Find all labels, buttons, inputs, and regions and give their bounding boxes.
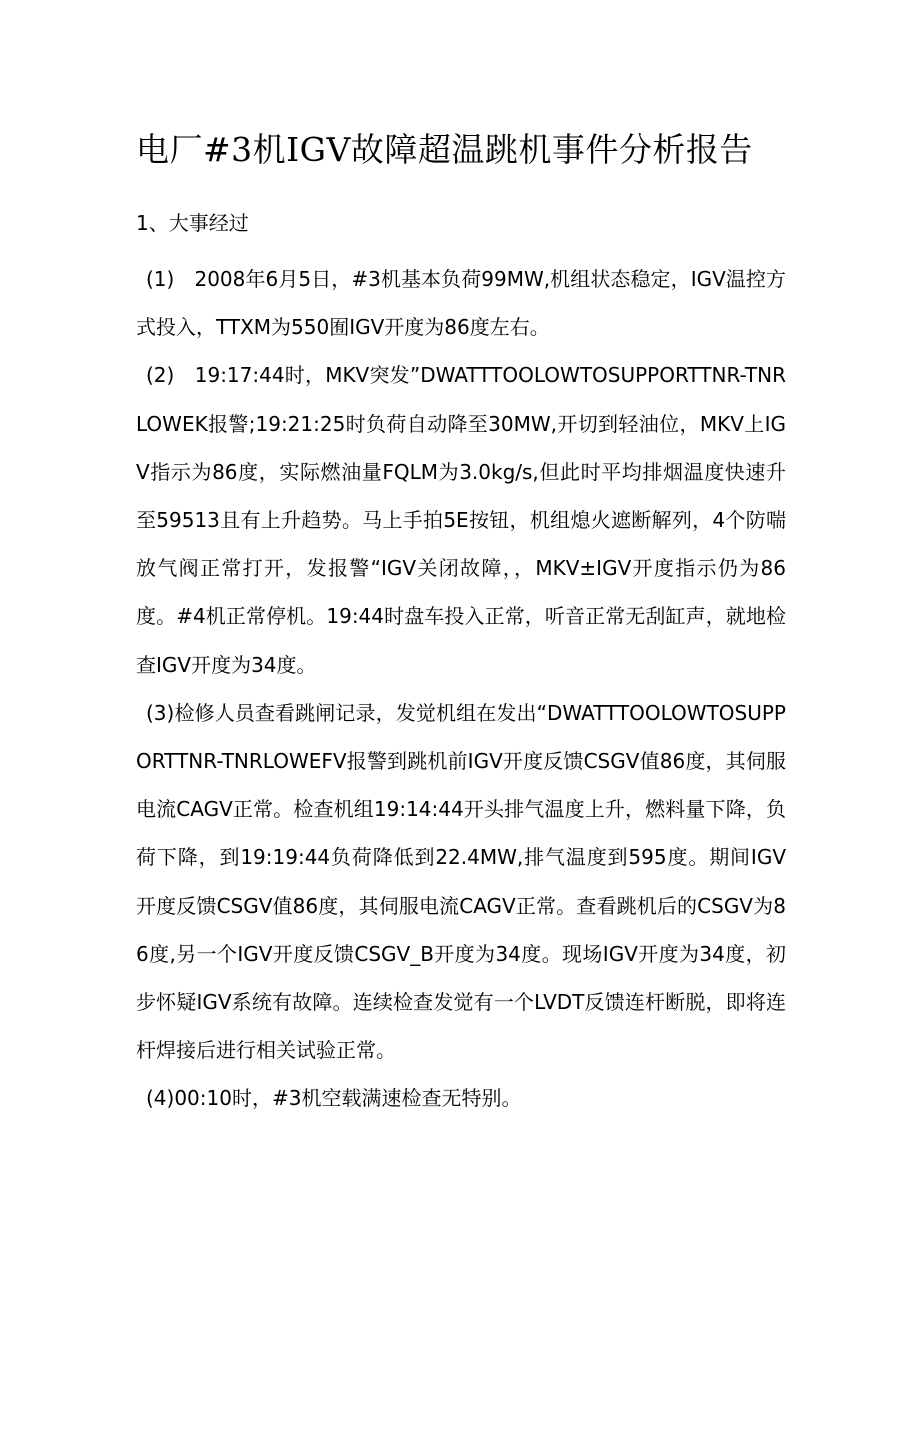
document-page <box>0 128 920 1429</box>
paragraph-2 <box>136 351 786 688</box>
section-heading: 1、大事经过 <box>136 211 249 235</box>
paragraph-3-text: (3)检修人员查看跳闸记录，发觉机组在发出“DWATTTOOLOWTOSUPPORTTNR-TNRLOWEFV报警到跳机前IGV开度反馈CSGV值86度，其伺服电流CAGV正常。检查机组19:14:44开头排气温度上升，燃料量下降，负荷下降，到19:19:44负荷降低到22.4MW,排气温度到595度。期间IGV开度反馈CSGV值86度，其伺服电流CAGV正常。查看跳机后的CSGV为86度,另一个IGV开度反馈CSGV_B开度为34度。现场IGV开度为34度，初步怀疑IGV系统有故障。连续检查发觉有一个LVDT反馈连杆断脱，即将连杆焊接后进行相关试验正常。 <box>136 700 786 1063</box>
paragraph-2-text: (2) 19:17:44时，MKV突发”DWATTTOOLOWTOSUPPORTTNR-TNRLOWEK报警;19:21:25时负荷自动降至30MW,开切到轻油位，MKV上IGV指示为86度，实际燃油量FQLM为3.0kg/s,但此时平均排烟温度快速升至59513且有上升趋势。马上手拍5E按钮，机组熄火遮断解列，4个防喘放气阀正常打开，发报警“IGV关闭故障，，MKV±IGV开度指示仍为86度。#4机正常停机。19:44时盘车投入正常，听音正常无刮缸声，就地检查IGV开度为34度。 <box>136 363 786 677</box>
paragraph-1 <box>136 255 786 351</box>
paragraph-4 <box>136 1074 786 1122</box>
paragraph-1-text: (1) 2008年6月5日，#3机基本负荷99MW,机组状态稳定，IGV温控方式投入，TTXM为550囿IGV开度为86度左右。 <box>136 267 786 340</box>
page-title: 电厂#3机IGV故障超温跳机事件分析报告 <box>136 130 753 169</box>
paragraph-4-text: (4)00:10时，#3机空载满速检查无特别。 <box>146 1086 522 1111</box>
paragraph-3 <box>136 689 786 1075</box>
